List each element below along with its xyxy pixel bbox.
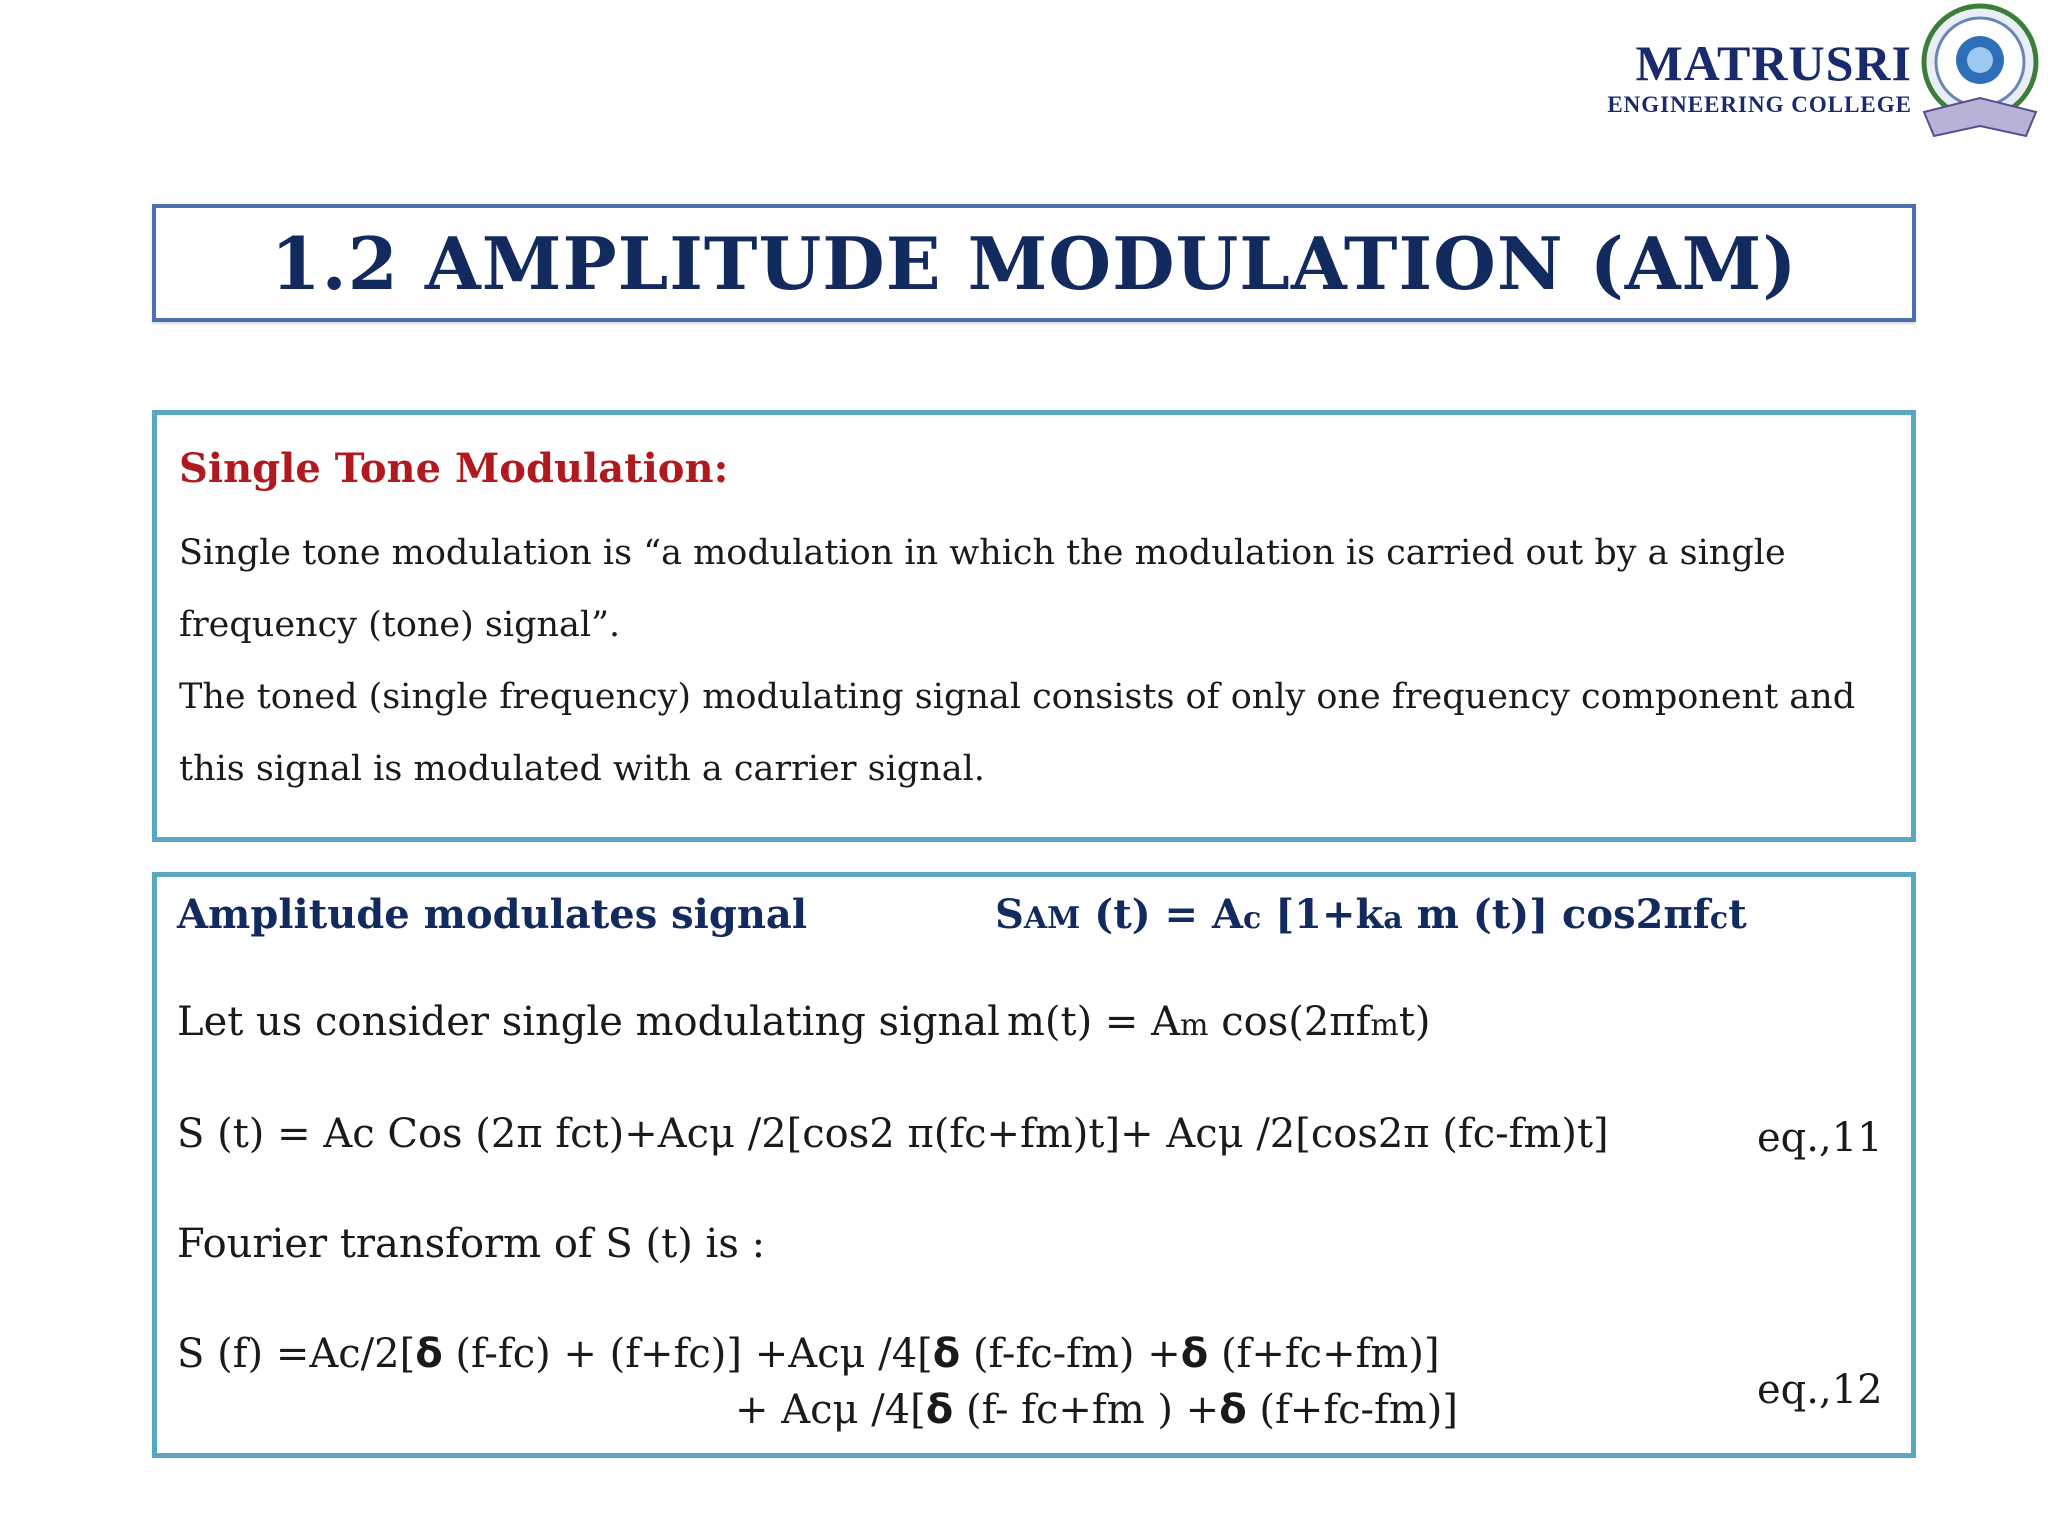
college-name: MATRUSRI: [1635, 35, 1912, 91]
fourier-transform-text: Fourier transform of S (t) is :: [177, 1221, 766, 1267]
single-tone-box: [152, 410, 1916, 842]
single-tone-body: [179, 517, 1899, 805]
equation-number-11: eq.,11: [1757, 1115, 1883, 1161]
modulating-signal-text: Let us consider single modulating signal: [177, 999, 1000, 1045]
single-tone-definition: Single tone modulation is “a modulation in which the modulation is carried out by a single frequency (tone) signal”.: [179, 533, 1786, 645]
frequency-domain-equation-line1: S (f) =Ac/2[δ (f-fc) + (f+fc)] +Acμ /4[δ (f-fc-fm) +δ (f+fc+fm)]: [177, 1331, 1440, 1377]
college-seal-icon: [1912, 0, 2048, 150]
am-signal-label: Amplitude modulates signal: [177, 891, 808, 938]
am-signal-equation: SAM (t) = Ac [1+ka m (t)] cos2πfct: [995, 891, 1747, 938]
page-title: 1.2 AMPLITUDE MODULATION (AM): [270, 220, 1798, 306]
single-tone-heading: Single Tone Modulation:: [179, 445, 729, 492]
am-equations-box: [152, 872, 1916, 1458]
college-logo-text: [1607, 36, 1912, 120]
single-tone-description: The toned (single frequency) modulating signal consists of only one frequency component and this signal is modulated with a carrier signal.: [179, 677, 1856, 789]
college-subtitle: ENGINEERING COLLEGE: [1607, 92, 1912, 117]
title-box: [152, 204, 1916, 322]
time-domain-equation: S (t) = Ac Cos (2π fct)+Acμ /2[cos2 π(fc+fm)t]+ Acμ /2[cos2π (fc-fm)t]: [177, 1111, 1609, 1157]
modulating-signal-equation: m(t) = Am cos(2πfmt): [1007, 999, 1431, 1045]
equation-number-12: eq.,12: [1757, 1367, 1883, 1413]
frequency-domain-equation-line2: + Acμ /4[δ (f- fc+fm ) +δ (f+fc-fm)]: [735, 1387, 1458, 1433]
